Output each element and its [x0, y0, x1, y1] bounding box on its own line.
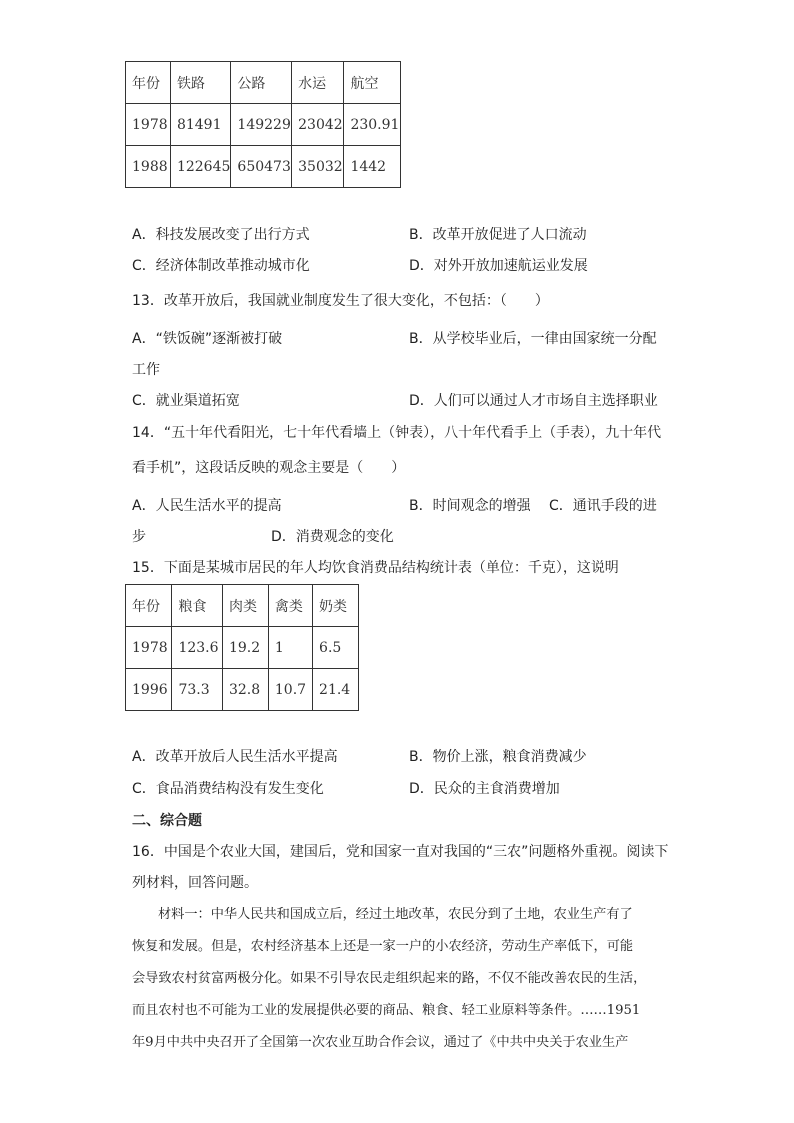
q12-option-c[interactable]: C．经济体制改革推动城市化 — [132, 258, 310, 274]
table-cell: 21.4 — [313, 669, 359, 711]
table-header-cell: 粮食 — [172, 585, 223, 627]
table-cell: 1978 — [126, 627, 172, 669]
q13-option-c[interactable]: C．就业渠道拓宽 — [132, 393, 240, 409]
table-cell: 1442 — [344, 146, 401, 188]
q13-option-d[interactable]: D．人们可以通过人才市场自主选择职业 — [409, 393, 658, 409]
table-cell: 122645 — [170, 146, 230, 188]
q15-stem: 15．下面是某城市居民的年人均饮食消费品结构统计表（单位：千克），这说明 — [132, 560, 619, 576]
material-paragraph-line: 会导致农村贫富两极分化。如果不引导农民走组织起来的路，不仅不能改善农民的生活， — [132, 971, 647, 986]
table-header-row — [126, 62, 401, 104]
q14-option-b[interactable]: B．时间观念的增强 — [409, 498, 531, 514]
q12-option-a[interactable]: A．科技发展改变了出行方式 — [132, 227, 310, 243]
q13-option-b[interactable]: B．从学校毕业后，一律由国家统一分配 — [409, 331, 657, 347]
table-row — [126, 627, 359, 669]
q15-option-c[interactable]: C．食品消费结构没有发生变化 — [132, 781, 324, 797]
q15-option-b[interactable]: B．物价上涨，粮食消费减少 — [409, 749, 587, 765]
q14-option-c-continued[interactable]: 步 — [132, 529, 146, 545]
table-cell: 1996 — [126, 669, 172, 711]
table-cell: 23042 — [292, 104, 344, 146]
table-header-cell: 公路 — [231, 62, 292, 104]
table-row — [126, 669, 359, 711]
q16-stem: 16．中国是个农业大国，建国后，党和国家一直对我国的“三农”问题格外重视。阅读下 — [132, 844, 669, 860]
q13-option-a[interactable]: A．“铁饭碗”逐渐被打破 — [132, 331, 283, 347]
food-consumption-table — [125, 584, 359, 711]
q15-option-a[interactable]: A．改革开放后人民生活水平提高 — [132, 749, 338, 765]
table-header-cell: 水运 — [292, 62, 344, 104]
q13-stem: 13．改革开放后，我国就业制度发生了很大变化，不包括：（ ） — [132, 293, 549, 309]
q14-option-d[interactable]: D．消费观念的变化 — [271, 529, 394, 545]
table-cell: 10.7 — [268, 669, 312, 711]
q12-option-d[interactable]: D．对外开放加速航运业发展 — [409, 258, 588, 274]
table-row — [126, 104, 401, 146]
q13-option-b-continued[interactable]: 工作 — [132, 362, 160, 378]
q15-option-d[interactable]: D．民众的主食消费增加 — [409, 781, 560, 797]
table-header-cell: 肉类 — [222, 585, 268, 627]
table-cell: 81491 — [170, 104, 230, 146]
section-heading: 二、综合题 — [132, 813, 202, 829]
table-header-cell: 奶类 — [313, 585, 359, 627]
table-header-cell: 铁路 — [170, 62, 230, 104]
q14-option-a[interactable]: A．人民生活水平的提高 — [132, 498, 282, 514]
table-cell: 35032 — [292, 146, 344, 188]
material-paragraph-line: 恢复和发展。但是，农村经济基本上还是一家一户的小农经济，劳动生产率低下，可能 — [132, 939, 634, 954]
table-cell: 1978 — [126, 104, 171, 146]
table-header-cell: 航空 — [344, 62, 401, 104]
transport-table — [125, 61, 401, 188]
material-paragraph-line: 材料一：中华人民共和国成立后，经过土地改革，农民分到了土地，农业生产有了 — [158, 907, 633, 922]
table-cell: 123.6 — [172, 627, 223, 669]
material-paragraph-line: 年9月中共中央召开了全国第一次农业互助合作会议，通过了《中共中央关于农业生产 — [132, 1035, 629, 1050]
table-cell: 19.2 — [222, 627, 268, 669]
table-cell: 73.3 — [172, 669, 223, 711]
table-row — [126, 146, 401, 188]
q14-option-c[interactable]: C．通讯手段的进 — [549, 498, 657, 514]
table-cell: 32.8 — [222, 669, 268, 711]
table-cell: 650473 — [231, 146, 292, 188]
table-header-cell: 禽类 — [268, 585, 312, 627]
q14-stem: 14．“五十年代看阳光，七十年代看墙上（钟表），八十年代看手上（手表），九十年代 — [132, 425, 662, 441]
q14-stem-continued: 看手机”，这段话反映的观念主要是（ ） — [132, 460, 406, 476]
material-paragraph-line: 而且农村也不可能为工业的发展提供必要的商品、粮食、轻工业原料等条件。……1951 — [132, 1003, 641, 1018]
q12-option-b[interactable]: B．改革开放促进了人口流动 — [409, 227, 587, 243]
table-header-row — [126, 585, 359, 627]
table-header-cell: 年份 — [126, 585, 172, 627]
table-cell: 149229 — [231, 104, 292, 146]
q16-stem-continued: 列材料，回答问题。 — [132, 875, 258, 891]
table-cell: 230.91 — [344, 104, 401, 146]
table-cell: 6.5 — [313, 627, 359, 669]
table-header-cell: 年份 — [126, 62, 171, 104]
table-cell: 1988 — [126, 146, 171, 188]
table-cell: 1 — [268, 627, 312, 669]
